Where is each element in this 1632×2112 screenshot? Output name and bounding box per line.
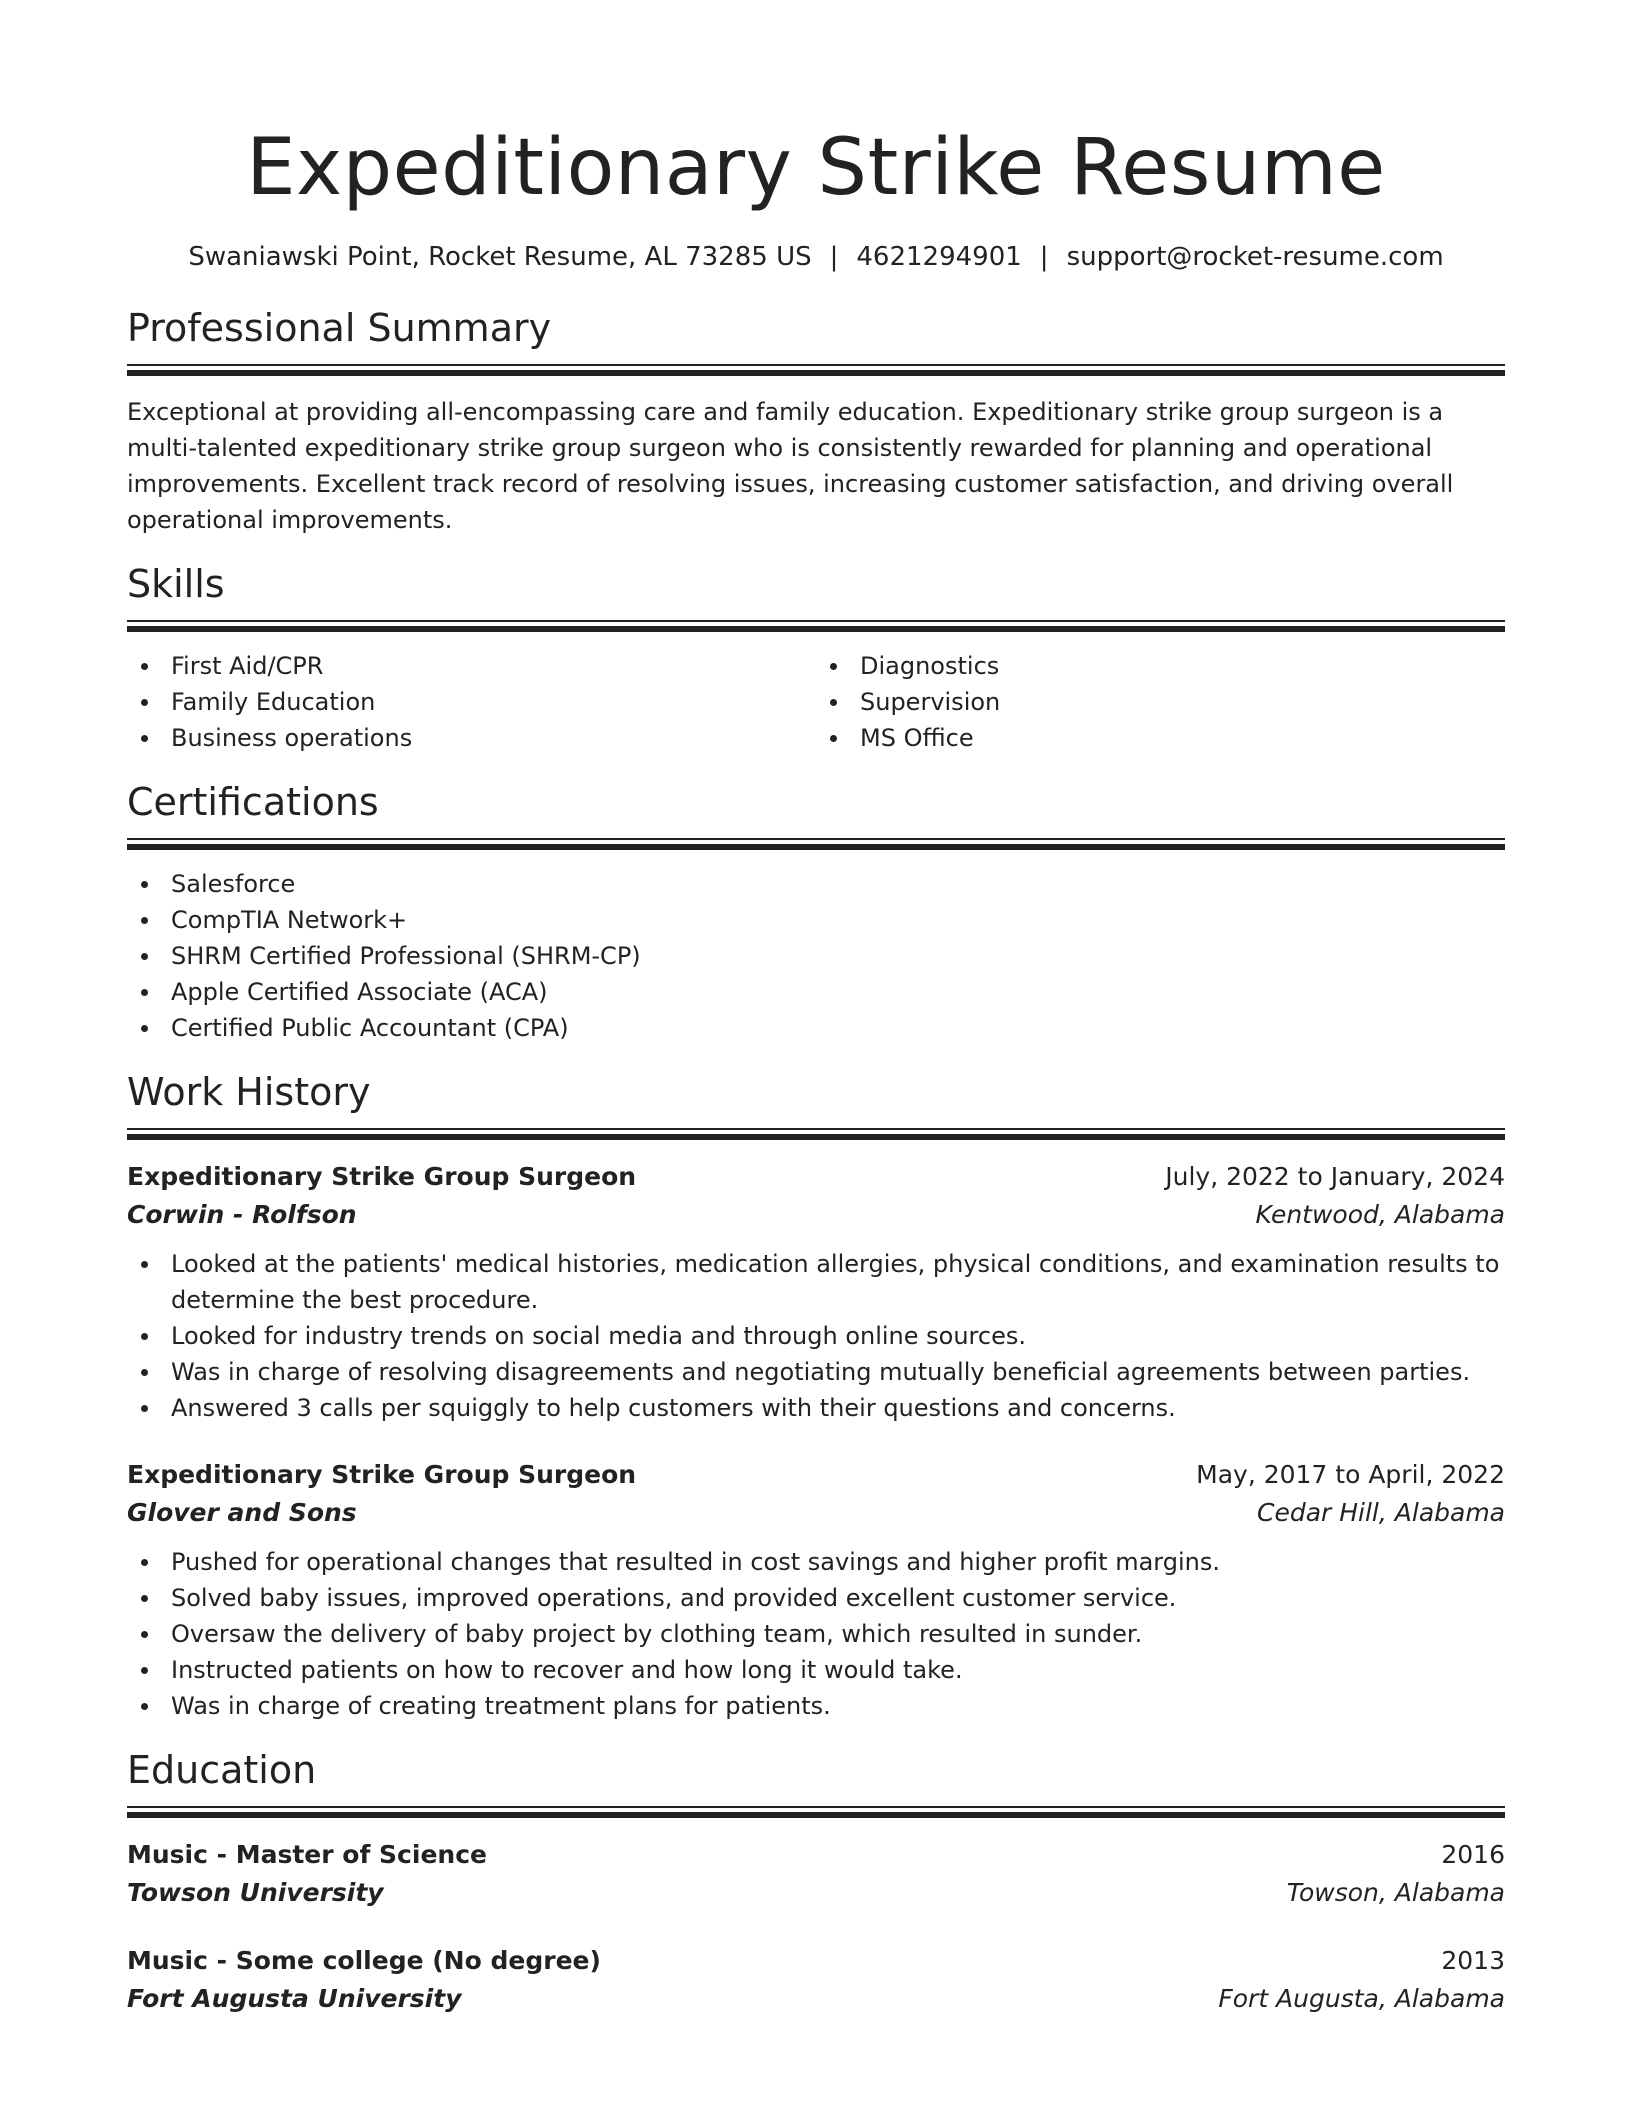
school-location: Fort Augusta, Alabama [1218,1984,1505,2013]
degree: Music - Some college (No degree) [127,1946,601,1975]
email: support@rocket-resume.com [1066,242,1444,272]
section-rule [127,620,1505,634]
separator: | [1039,242,1049,272]
certification-item: SHRM Certified Professional (SHRM-CP) [127,938,1505,974]
summary-text: Exceptional at providing all-encompassing care and family education. Expeditionary strike group surgeon is a multi-talented expeditionary strike group surgeon who is consistently rewarded for planning and operational improvements. Excellent track record of resolving issues, increasing customer satisfaction, and driving overall operational improvements. [127,398,1454,534]
certifications-list [127,866,1505,1046]
section-rule [127,1128,1505,1142]
resume-name: Expeditionary Strike Resume [246,123,1386,213]
certification-item: Certified Public Accountant (CPA) [127,1010,1505,1046]
job-title: Expeditionary Strike Group Surgeon [127,1162,637,1191]
skill-item: Diagnostics [816,648,1505,684]
graduation-year: 2013 [1441,1946,1505,1975]
section-rule [127,364,1505,378]
section-rule [127,838,1505,852]
summary-section [127,304,1505,538]
job-dates: July, 2022 to January, 2024 [1165,1162,1505,1191]
job-dates: May, 2017 to April, 2022 [1196,1460,1505,1489]
skill-item: Family Education [127,684,816,720]
job-title: Expeditionary Strike Group Surgeon [127,1460,637,1489]
job-bullets [127,1246,1505,1426]
skills-section [127,560,1505,756]
job-entry [127,1158,1505,1426]
job-bullet: Answered 3 calls per squiggly to help customers with their questions and concerns. [127,1390,1505,1426]
school-name: Fort Augusta University [127,1984,462,2013]
skills-list-left [127,648,816,756]
job-bullet: Solved baby issues, improved operations, and provided excellent customer service. [127,1580,1505,1616]
graduation-year: 2016 [1441,1840,1505,1869]
company-name: Corwin - Rolfson [127,1200,357,1229]
skill-item: MS Office [816,720,1505,756]
education-entry [127,1836,1505,1912]
job-bullets [127,1544,1505,1724]
degree: Music - Master of Science [127,1840,487,1869]
certification-item: CompTIA Network+ [127,902,1505,938]
job-bullet: Was in charge of resolving disagreements and negotiating mutually beneficial agreements between parties. [127,1354,1505,1390]
section-rule [127,1806,1505,1820]
skill-item: First Aid/CPR [127,648,816,684]
job-location: Kentwood, Alabama [1255,1200,1505,1229]
certification-item: Salesforce [127,866,1505,902]
education-section [127,1746,1505,2018]
contact-line [127,240,1505,274]
section-title: Work History [127,1070,371,1114]
skill-item: Business operations [127,720,816,756]
skills-list-right [816,648,1505,756]
address: Swaniawski Point, Rocket Resume, AL 73285 US [188,242,812,272]
certifications-section [127,778,1505,1046]
school-name: Towson University [127,1878,384,1907]
school-location: Towson, Alabama [1286,1878,1505,1907]
company-name: Glover and Sons [127,1498,357,1527]
job-bullet: Instructed patients on how to recover and how long it would take. [127,1652,1505,1688]
job-bullet: Pushed for operational changes that resulted in cost savings and higher profit margins. [127,1544,1505,1580]
skills-columns [127,648,1505,756]
certification-item: Apple Certified Associate (ACA) [127,974,1505,1010]
job-entry [127,1456,1505,1724]
education-entry [127,1942,1505,2018]
section-title: Professional Summary [127,306,552,350]
section-title: Certifications [127,780,379,824]
separator: | [829,242,839,272]
section-title: Skills [127,562,225,606]
work-history-section [127,1068,1505,1724]
job-bullet: Looked for industry trends on social media and through online sources. [127,1318,1505,1354]
phone: 4621294901 [856,242,1022,272]
job-location: Cedar Hill, Alabama [1256,1498,1505,1527]
section-title: Education [127,1748,317,1792]
job-bullet: Looked at the patients' medical histories, medication allergies, physical conditions, and examination results to determine the best procedure. [127,1246,1505,1318]
skill-item: Supervision [816,684,1505,720]
job-bullet: Was in charge of creating treatment plans for patients. [127,1688,1505,1724]
job-bullet: Oversaw the delivery of baby project by clothing team, which resulted in sunder. [127,1616,1505,1652]
